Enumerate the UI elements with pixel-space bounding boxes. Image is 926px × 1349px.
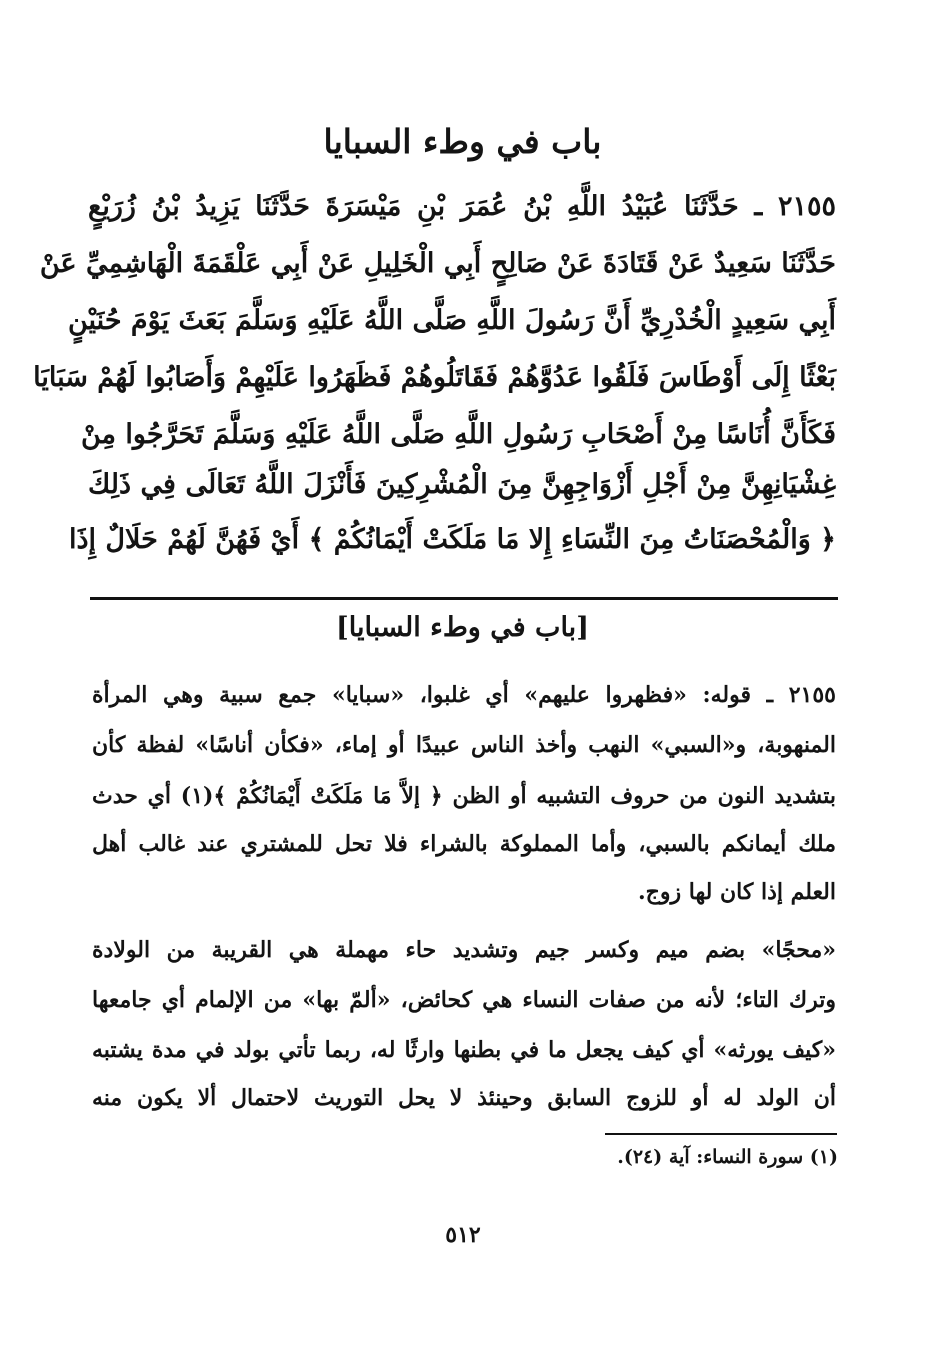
footnote-divider: [605, 1133, 837, 1135]
commentary-text-line: «كيف يورثه» أي كيف يجعل ما في بطنها وارثًا له، ربما تأتي بولد في مدة يشتبه: [92, 1037, 836, 1063]
hadith-text-line: ﴿ وَالْمُحْصَنَاتُ مِنَ النِّسَاءِ إِلا مَا مَلَكَتْ أَيْمَانُكُمْ ﴾ أَيْ فَهُنَّ لَهُمْ حَلَالٌ إِذَا: [68, 524, 836, 555]
commentary-text-line: المنهوبة، و«السبي» النهب وأخذ الناس عبيدًا أو إماء، «فكأن أناسًا» لفظة كأن: [92, 732, 836, 758]
commentary-text-line: بتشديد النون من حروف التشبيه أو الظن ﴿ إلاَّ مَا مَلَكَتْ أَيْمَانُكُمْ ﴾(١) أي حدث: [92, 783, 836, 809]
commentary-heading: [باب في وطء السبايا]: [336, 612, 589, 643]
hadith-text-line: ٢١٥٥ ـ حَدَّثَنَا عُبَيْدُ اللَّهِ بْنُ عُمَرَ بْنِ مَيْسَرَةَ حَدَّثَنَا يَزِيدُ بْنُ زُرَيْعٍ: [88, 191, 836, 222]
commentary-text-line: ملك أيمانكم بالسبي، وأما المملوكة بالشراء فلا تحل للمشتري عند غالب أهل: [92, 831, 836, 857]
hadith-text-line: حَدَّثَنَا سَعِيدٌ عَنْ قَتَادَةَ عَنْ صَالِحٍ أَبِي الْخَلِيلِ عَنْ أَبِي عَلْقَمَةَ الْهَاشِمِيِّ عَنْ: [39, 248, 836, 279]
hadith-text-line: فَكَأَنَّ أُنَاسًا مِنْ أَصْحَابِ رَسُولِ اللَّهِ صَلَّى اللَّهُ عَلَيْهِ وَسَلَّمَ تَحَرَّجُوا مِنْ: [81, 419, 836, 450]
commentary-text-line: العلم إذا كان لها زوج.: [638, 879, 836, 905]
section-divider: [90, 597, 838, 600]
chapter-heading: باب في وطء السبايا: [323, 122, 602, 161]
hadith-text-line: غِشْيَانِهِنَّ مِنْ أَجْلِ أَزْوَاجِهِنَّ مِنَ الْمُشْرِكِينَ فَأَنْزَلَ اللَّهُ تَعَالَى فِي ذَلِكَ: [88, 469, 836, 500]
hadith-text-line: بَعْثًا إِلَى أَوْطَاسَ فَلَقُوا عَدُوَّهُمْ فَقَاتَلُوهُمْ فَظَهَرُوا عَلَيْهِمْ وَأَصَابُوا لَهُمْ سَبَايَا: [33, 362, 836, 393]
commentary-text-line: «محجًا» بضم ميم وكسر جيم وتشديد حاء مهملة هي القريبة من الولادة: [92, 937, 836, 963]
page-number: ٥١٢: [445, 1222, 481, 1248]
commentary-text-line: ٢١٥٥ ـ قوله: «فظهروا عليهم» أي غلبوا، «سبايا» جمع سبية وهي المرأة: [92, 682, 836, 708]
hadith-text-line: أَبِي سَعِيدٍ الْخُدْرِيِّ أَنَّ رَسُولَ اللَّهِ صَلَّى اللَّهُ عَلَيْهِ وَسَلَّمَ بَعَثَ يَوْمَ حُنَيْنٍ: [67, 305, 836, 336]
commentary-text-line: أن الولد له أو للزوج السابق وحينئذ لا يحل التوريث لاحتمال ألا يكون منه: [92, 1085, 836, 1111]
commentary-text-line: وترك التاء؛ لأنه من صفات النساء هي كحائض، «ألمّ بها» من الإلمام أي جامعها: [92, 987, 836, 1013]
footnote: (١) سورة النساء: آية (٢٤).: [617, 1146, 838, 1168]
